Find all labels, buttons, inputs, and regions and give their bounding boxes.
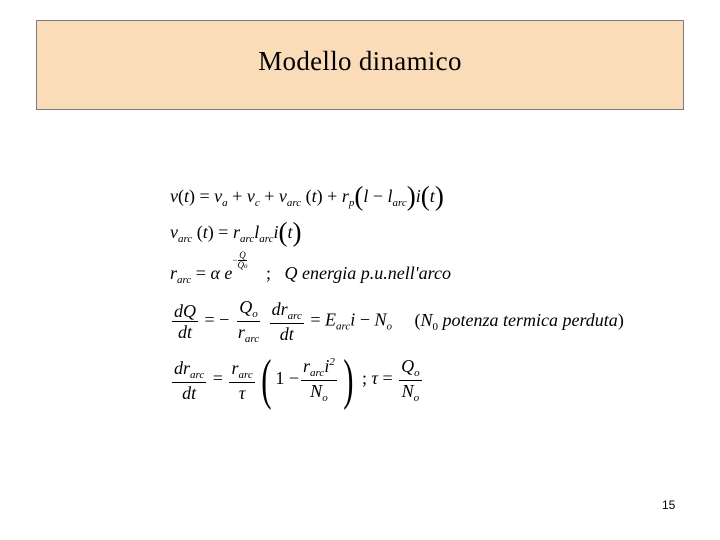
title-box [36,20,684,110]
equation-voltage: $v(t) = v_a + v_c + v_{arc}$ $(t) + r_p(l - l_{arc})i(t)$ [170,181,444,211]
equation-arc-voltage: $v_{arc}$ $(t) = r_{arc}l_{arc}i(t)$ [170,217,302,247]
page-number: 15 [662,498,676,512]
equation-arc-resistance: $r_{arc} = \alpha$ e − $\frac{Q}{Qo}$ ; Q energia p.u.nell'arco [170,250,451,286]
energy-description: Q energia p.u.nell'arco [284,263,451,283]
equation-energy-balance: $\frac{dQ}{dt}$ = − $\frac{Q_o}{r_{arc}}$ $\frac{dr_{arc}}{dt}$ = $E_{arc}i - N_o$ ($N_0$ potenza termica perduta) [174,297,624,345]
slide-title: Modello dinamico [258,45,462,76]
equation-resistance-dynamics: $\frac{dr_{arc}}{dt}$ = $\frac{r_{arc}}{\tau}$ ( 1 − $\frac{r_{arc}i^2}{N_o}$ ) ; τ = $\frac{Q_o}{N_o}$ [174,349,420,411]
thermal-power-description: potenza termica perduta [442,309,618,330]
